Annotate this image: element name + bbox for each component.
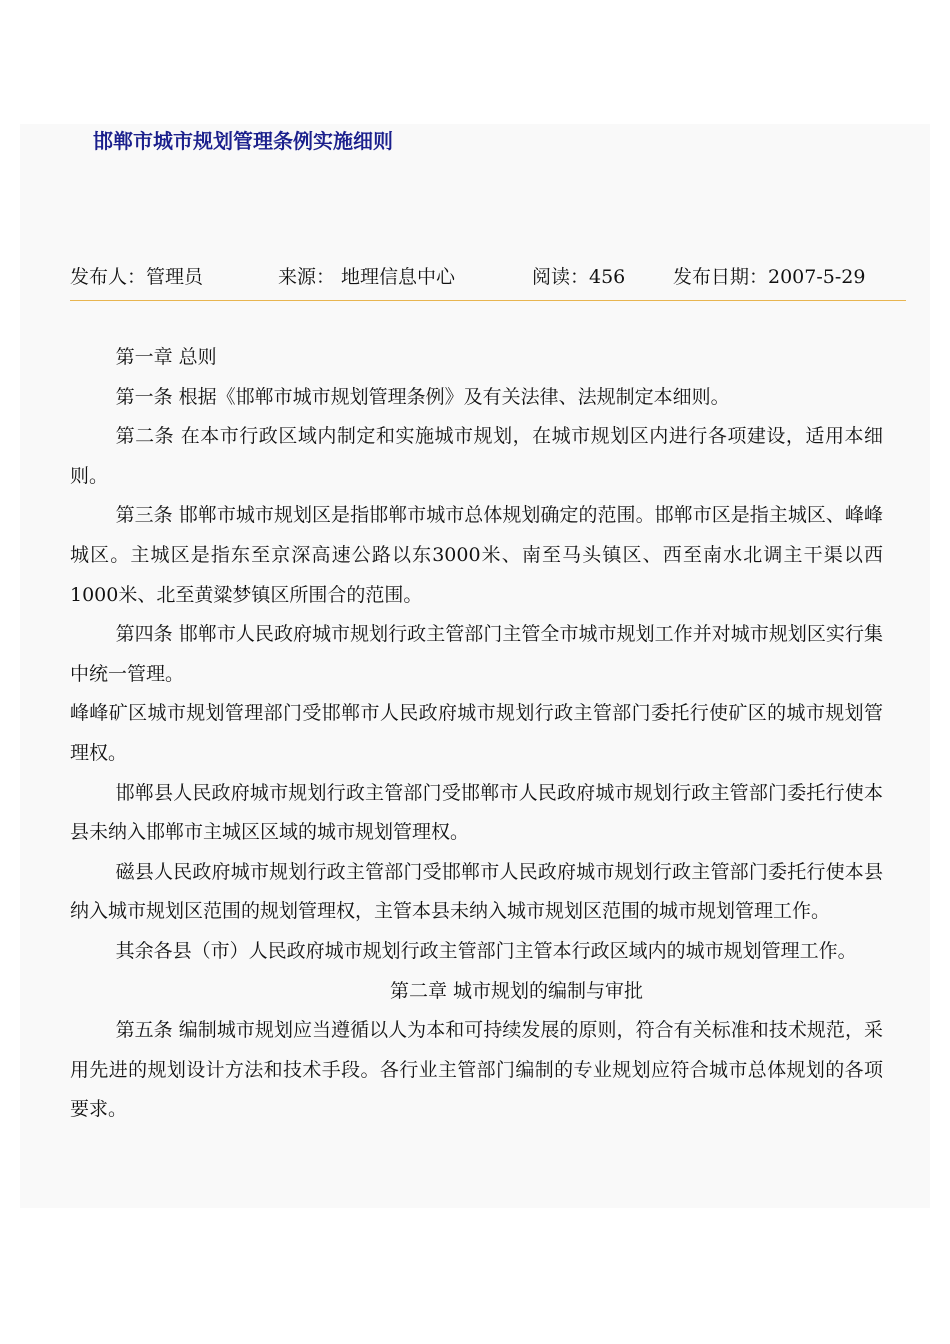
meta-source: 来源： 地理信息中心 (278, 266, 456, 288)
article-paragraph: 峰峰矿区城市规划管理部门受邯郸市人民政府城市规划行政主管部门委托行使矿区的城市规划管理权。 (70, 702, 883, 764)
meta-date: 发布日期：2007-5-29 (673, 266, 866, 288)
chapter-heading: 第一章 总则 (115, 346, 217, 368)
divider-line (70, 300, 906, 301)
article-paragraph: 第一条 根据《邯郸市城市规划管理条例》及有关法律、法规制定本细则。 (115, 385, 730, 408)
page-title: 邯郸市城市规划管理条例实施细则 (93, 129, 393, 153)
article-paragraph: 第二条 在本市行政区域内制定和实施城市规划，在城市规划区内进行各项建设，适用本细则。 (70, 425, 883, 487)
article-paragraph: 磁县人民政府城市规划行政主管部门受邯郸市人民政府城市规划行政主管部门委托行使本县纳入城市规划区范围的规划管理权，主管本县未纳入城市规划区范围的城市规划管理工作。 (70, 860, 883, 923)
article-paragraph: 第三条 邯郸市城市规划区是指邯郸市城市总体规划确定的范围。邯郸市区是指主城区、峰峰城区。主城区是指东至京深高速公路以东3000米、南至马头镇区、西至南水北调主干渠以西1000米、北至黄粱梦镇区所围合的范围。 (70, 504, 883, 606)
article-meta (70, 262, 906, 292)
article-paragraph: 第四条 邯郸市人民政府城市规划行政主管部门主管全市城市规划工作并对城市规划区实行集中统一管理。 (70, 623, 883, 685)
chapter-heading: 第二章 城市规划的编制与审批 (389, 979, 644, 1002)
article-paragraph: 第五条 编制城市规划应当遵循以人为本和可持续发展的原则，符合有关标准和技术规范，采用先进的规划设计方法和技术手段。各行业主管部门编制的专业规划应符合城市总体规划的各项要求。 (70, 1019, 883, 1121)
meta-reads: 阅读：456 (532, 266, 626, 288)
article-body (70, 338, 883, 1130)
meta-publisher: 发布人：管理员 (70, 266, 204, 288)
article-paragraph: 邯郸县人民政府城市规划行政主管部门受邯郸市人民政府城市规划行政主管部门委托行使本县未纳入邯郸市主城区区域的城市规划管理权。 (70, 781, 883, 844)
article-paragraph: 其余各县（市）人民政府城市规划行政主管部门主管本行政区域内的城市规划管理工作。 (115, 939, 857, 962)
